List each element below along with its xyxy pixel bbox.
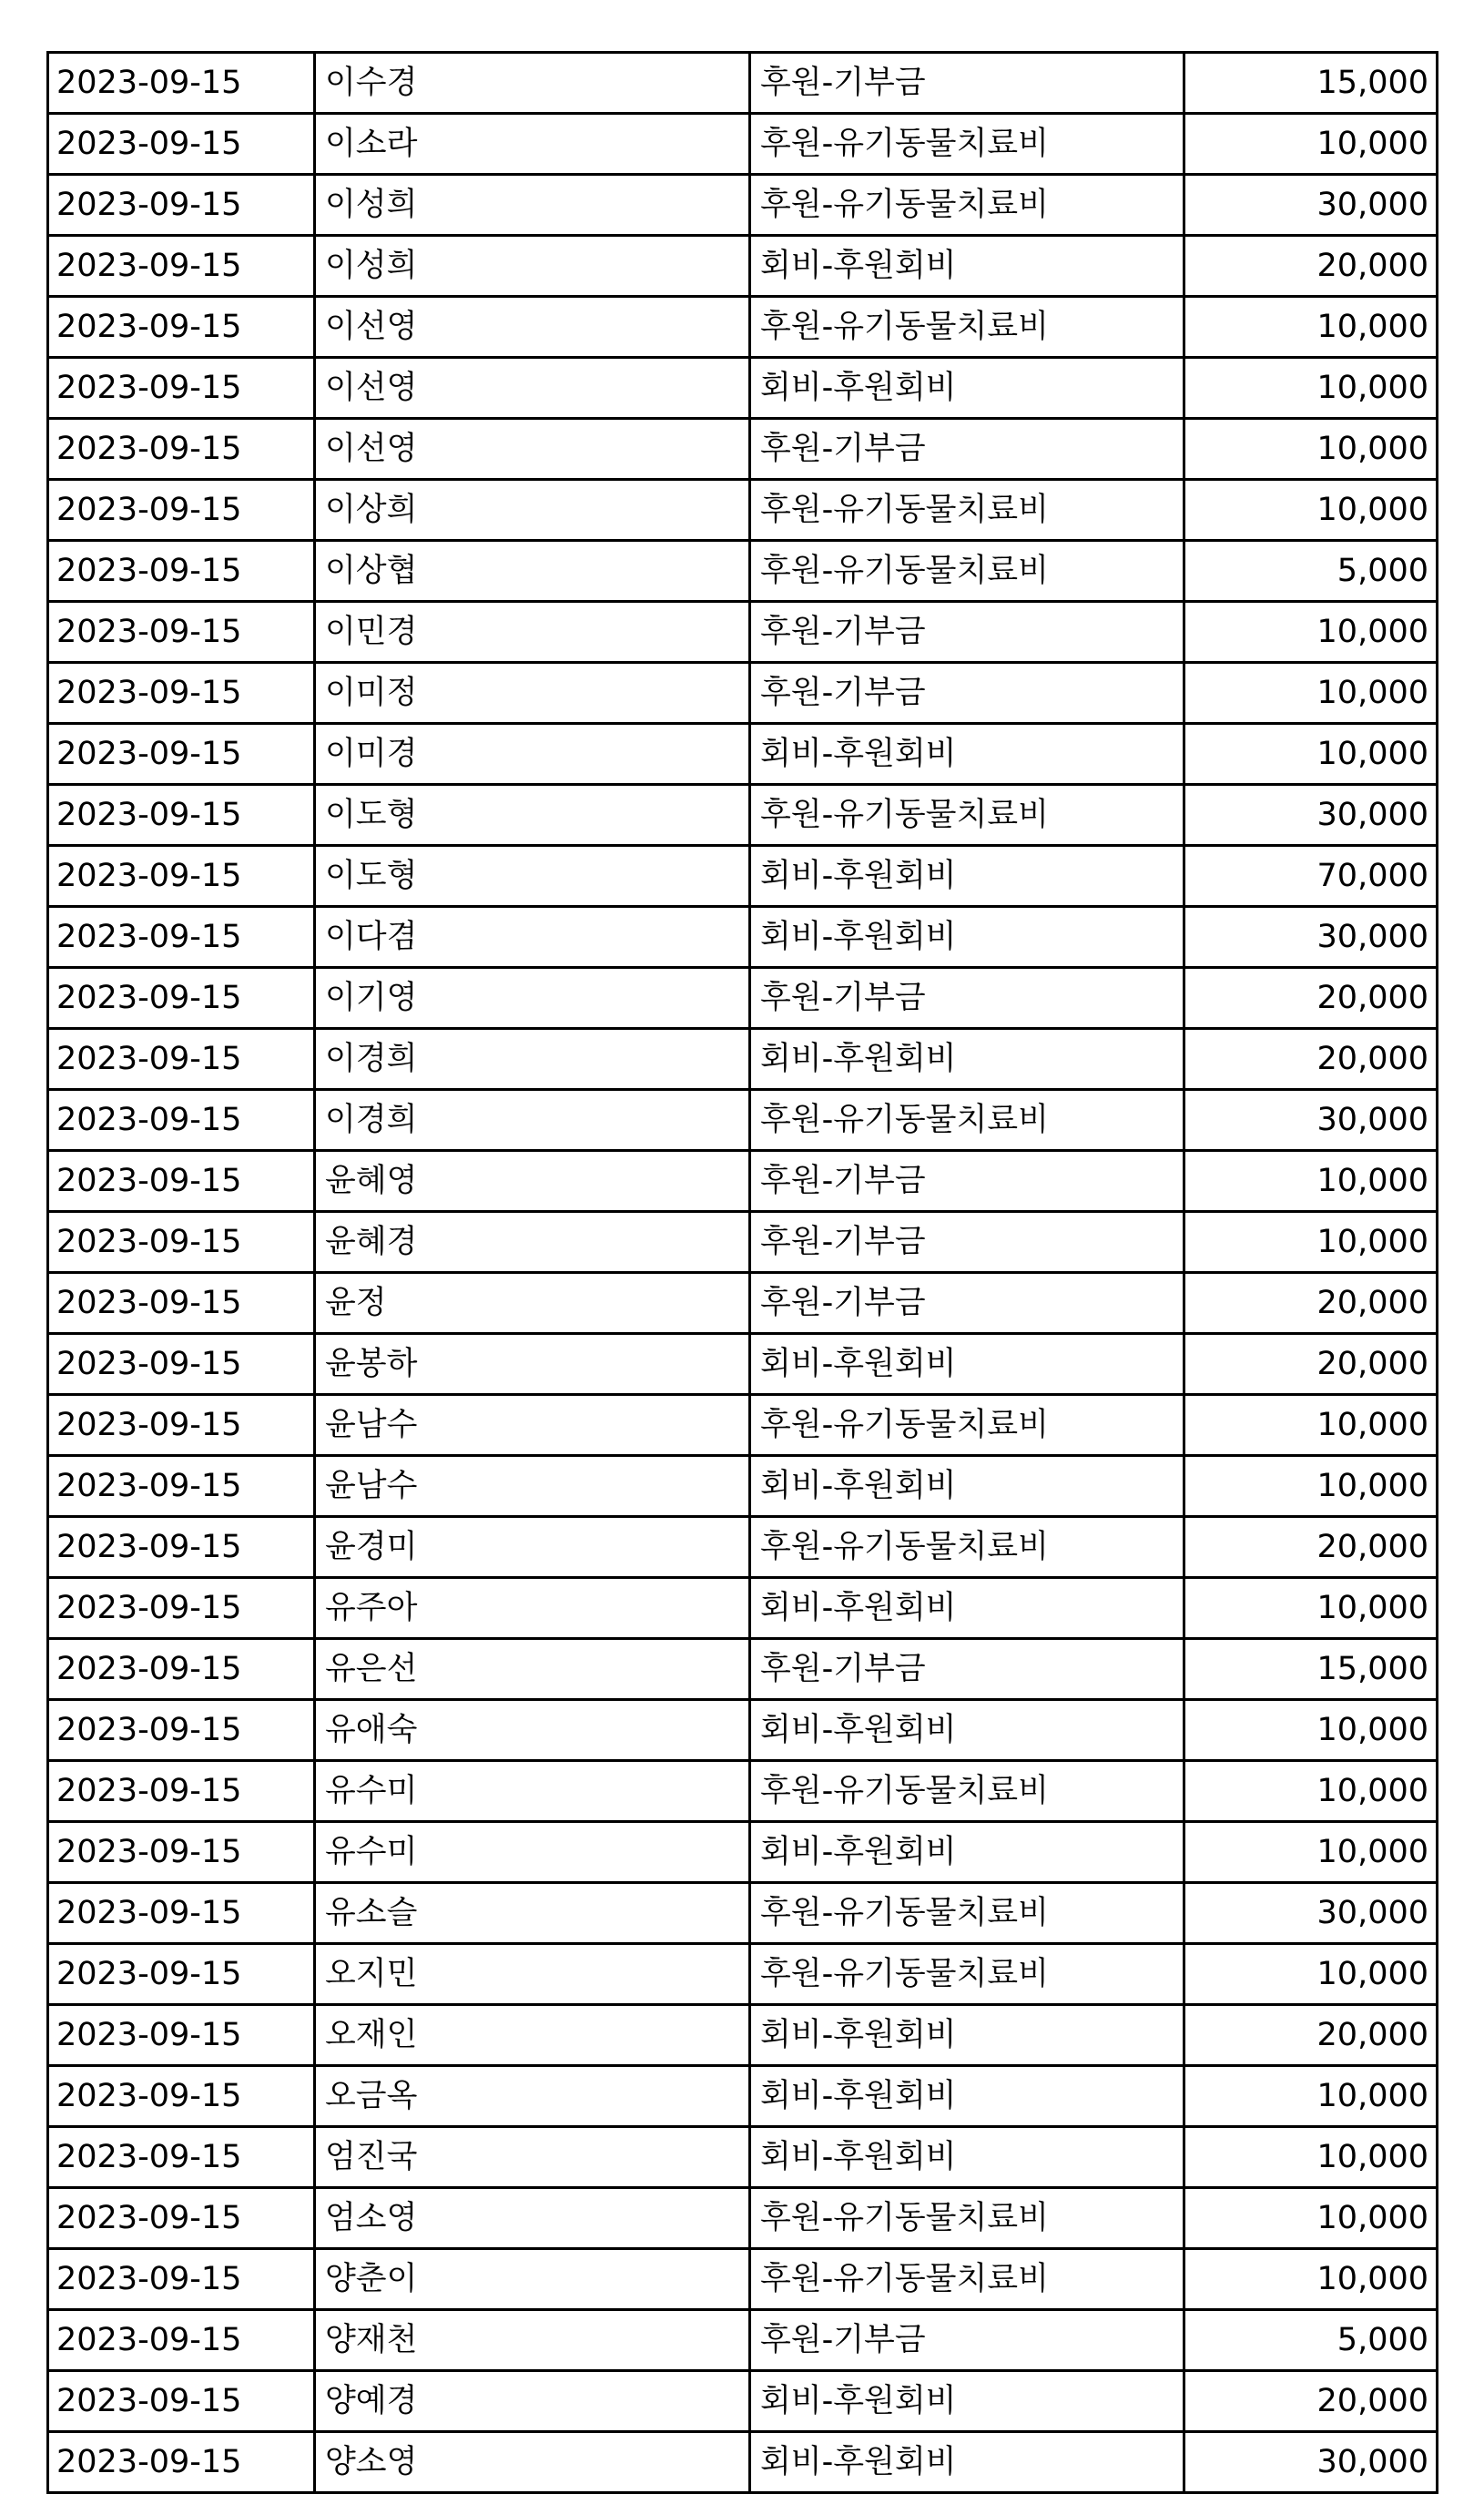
table-row bbox=[48, 1822, 1438, 1883]
amount-cell: 30,000 bbox=[1184, 2432, 1438, 2493]
date-cell: 2023-09-15 bbox=[48, 1578, 315, 1639]
date-cell: 2023-09-15 bbox=[48, 2371, 315, 2432]
category-cell: 후원-유기동물치료비 bbox=[750, 175, 1184, 236]
category-cell: 회비-후원회비 bbox=[750, 2371, 1184, 2432]
date-cell: 2023-09-15 bbox=[48, 1334, 315, 1395]
category-cell: 후원-기부금 bbox=[750, 53, 1184, 114]
category-cell: 회비-후원회비 bbox=[750, 2066, 1184, 2127]
table-row bbox=[48, 1944, 1438, 2005]
donor-name-cell: 윤봉하 bbox=[315, 1334, 750, 1395]
amount-cell: 20,000 bbox=[1184, 1029, 1438, 1090]
amount-cell: 10,000 bbox=[1184, 2127, 1438, 2188]
table-row bbox=[48, 1456, 1438, 1517]
amount-cell: 20,000 bbox=[1184, 2005, 1438, 2066]
category-cell: 후원-유기동물치료비 bbox=[750, 297, 1184, 358]
table-row bbox=[48, 1395, 1438, 1456]
amount-cell: 10,000 bbox=[1184, 2249, 1438, 2310]
date-cell: 2023-09-15 bbox=[48, 1944, 315, 2005]
table-row bbox=[48, 1151, 1438, 1212]
amount-cell: 10,000 bbox=[1184, 1456, 1438, 1517]
amount-cell: 20,000 bbox=[1184, 1334, 1438, 1395]
amount-cell: 20,000 bbox=[1184, 968, 1438, 1029]
date-cell: 2023-09-15 bbox=[48, 663, 315, 724]
donor-name-cell: 유은선 bbox=[315, 1639, 750, 1700]
date-cell: 2023-09-15 bbox=[48, 1700, 315, 1761]
date-cell: 2023-09-15 bbox=[48, 1822, 315, 1883]
date-cell: 2023-09-15 bbox=[48, 1090, 315, 1151]
amount-cell: 30,000 bbox=[1184, 1883, 1438, 1944]
date-cell: 2023-09-15 bbox=[48, 724, 315, 785]
donor-name-cell: 엄소영 bbox=[315, 2188, 750, 2249]
date-cell: 2023-09-15 bbox=[48, 2127, 315, 2188]
category-cell: 회비-후원회비 bbox=[750, 724, 1184, 785]
table-row bbox=[48, 2249, 1438, 2310]
donor-name-cell: 오지민 bbox=[315, 1944, 750, 2005]
table-row bbox=[48, 968, 1438, 1029]
table-row bbox=[48, 2188, 1438, 2249]
amount-cell: 15,000 bbox=[1184, 53, 1438, 114]
donor-name-cell: 이미경 bbox=[315, 724, 750, 785]
table-row bbox=[48, 1700, 1438, 1761]
donor-name-cell: 윤정 bbox=[315, 1273, 750, 1334]
donor-name-cell: 이소라 bbox=[315, 114, 750, 175]
amount-cell: 10,000 bbox=[1184, 358, 1438, 419]
amount-cell: 10,000 bbox=[1184, 1700, 1438, 1761]
table-row bbox=[48, 724, 1438, 785]
amount-cell: 10,000 bbox=[1184, 480, 1438, 541]
amount-cell: 70,000 bbox=[1184, 846, 1438, 907]
date-cell: 2023-09-15 bbox=[48, 846, 315, 907]
category-cell: 회비-후원회비 bbox=[750, 1334, 1184, 1395]
amount-cell: 30,000 bbox=[1184, 175, 1438, 236]
category-cell: 후원-유기동물치료비 bbox=[750, 1395, 1184, 1456]
amount-cell: 10,000 bbox=[1184, 114, 1438, 175]
date-cell: 2023-09-15 bbox=[48, 1395, 315, 1456]
category-cell: 후원-기부금 bbox=[750, 968, 1184, 1029]
date-cell: 2023-09-15 bbox=[48, 785, 315, 846]
date-cell: 2023-09-15 bbox=[48, 297, 315, 358]
date-cell: 2023-09-15 bbox=[48, 236, 315, 297]
table-row bbox=[48, 53, 1438, 114]
donor-name-cell: 오금옥 bbox=[315, 2066, 750, 2127]
date-cell: 2023-09-15 bbox=[48, 1151, 315, 1212]
category-cell: 후원-기부금 bbox=[750, 663, 1184, 724]
donor-name-cell: 이경희 bbox=[315, 1090, 750, 1151]
amount-cell: 5,000 bbox=[1184, 541, 1438, 602]
date-cell: 2023-09-15 bbox=[48, 2432, 315, 2493]
amount-cell: 10,000 bbox=[1184, 663, 1438, 724]
category-cell: 후원-기부금 bbox=[750, 1212, 1184, 1273]
date-cell: 2023-09-15 bbox=[48, 2188, 315, 2249]
date-cell: 2023-09-15 bbox=[48, 541, 315, 602]
category-cell: 후원-기부금 bbox=[750, 1273, 1184, 1334]
donor-name-cell: 양춘이 bbox=[315, 2249, 750, 2310]
category-cell: 후원-기부금 bbox=[750, 2310, 1184, 2371]
donor-name-cell: 윤혜영 bbox=[315, 1151, 750, 1212]
amount-cell: 20,000 bbox=[1184, 2371, 1438, 2432]
date-cell: 2023-09-15 bbox=[48, 1029, 315, 1090]
donor-name-cell: 이기영 bbox=[315, 968, 750, 1029]
table-row bbox=[48, 541, 1438, 602]
table-row bbox=[48, 175, 1438, 236]
table-row bbox=[48, 2066, 1438, 2127]
category-cell: 후원-유기동물치료비 bbox=[750, 1883, 1184, 1944]
donor-name-cell: 이성희 bbox=[315, 236, 750, 297]
category-cell: 후원-기부금 bbox=[750, 1151, 1184, 1212]
date-cell: 2023-09-15 bbox=[48, 602, 315, 663]
table-row bbox=[48, 297, 1438, 358]
category-cell: 회비-후원회비 bbox=[750, 907, 1184, 968]
table-row bbox=[48, 1212, 1438, 1273]
category-cell: 후원-유기동물치료비 bbox=[750, 1944, 1184, 2005]
category-cell: 회비-후원회비 bbox=[750, 358, 1184, 419]
ledger-body bbox=[48, 53, 1438, 2493]
donor-name-cell: 이경희 bbox=[315, 1029, 750, 1090]
donor-name-cell: 이다겸 bbox=[315, 907, 750, 968]
category-cell: 회비-후원회비 bbox=[750, 1822, 1184, 1883]
table-row bbox=[48, 785, 1438, 846]
date-cell: 2023-09-15 bbox=[48, 1639, 315, 1700]
donor-name-cell: 유수미 bbox=[315, 1822, 750, 1883]
donor-name-cell: 유애숙 bbox=[315, 1700, 750, 1761]
table-row bbox=[48, 114, 1438, 175]
amount-cell: 10,000 bbox=[1184, 602, 1438, 663]
amount-cell: 30,000 bbox=[1184, 1090, 1438, 1151]
table-row bbox=[48, 2432, 1438, 2493]
date-cell: 2023-09-15 bbox=[48, 2005, 315, 2066]
donor-name-cell: 유주아 bbox=[315, 1578, 750, 1639]
date-cell: 2023-09-15 bbox=[48, 175, 315, 236]
table-row bbox=[48, 1517, 1438, 1578]
donor-name-cell: 윤남수 bbox=[315, 1395, 750, 1456]
donor-name-cell: 이도형 bbox=[315, 785, 750, 846]
donor-name-cell: 이선영 bbox=[315, 358, 750, 419]
donor-name-cell: 양재천 bbox=[315, 2310, 750, 2371]
donor-name-cell: 이선영 bbox=[315, 419, 750, 480]
amount-cell: 10,000 bbox=[1184, 297, 1438, 358]
date-cell: 2023-09-15 bbox=[48, 2310, 315, 2371]
donor-name-cell: 이민경 bbox=[315, 602, 750, 663]
donor-name-cell: 엄진국 bbox=[315, 2127, 750, 2188]
table-row bbox=[48, 1090, 1438, 1151]
table-row bbox=[48, 2371, 1438, 2432]
date-cell: 2023-09-15 bbox=[48, 2066, 315, 2127]
amount-cell: 10,000 bbox=[1184, 1151, 1438, 1212]
category-cell: 회비-후원회비 bbox=[750, 1029, 1184, 1090]
table-row bbox=[48, 1883, 1438, 1944]
table-row bbox=[48, 602, 1438, 663]
table-row bbox=[48, 907, 1438, 968]
amount-cell: 20,000 bbox=[1184, 1517, 1438, 1578]
donor-name-cell: 이수경 bbox=[315, 53, 750, 114]
category-cell: 회비-후원회비 bbox=[750, 1578, 1184, 1639]
category-cell: 회비-후원회비 bbox=[750, 1700, 1184, 1761]
date-cell: 2023-09-15 bbox=[48, 1212, 315, 1273]
date-cell: 2023-09-15 bbox=[48, 2249, 315, 2310]
donor-name-cell: 양소영 bbox=[315, 2432, 750, 2493]
category-cell: 후원-기부금 bbox=[750, 602, 1184, 663]
amount-cell: 20,000 bbox=[1184, 236, 1438, 297]
category-cell: 후원-기부금 bbox=[750, 1639, 1184, 1700]
amount-cell: 10,000 bbox=[1184, 2066, 1438, 2127]
amount-cell: 20,000 bbox=[1184, 1273, 1438, 1334]
table-row bbox=[48, 358, 1438, 419]
donor-name-cell: 이선영 bbox=[315, 297, 750, 358]
donor-name-cell: 윤경미 bbox=[315, 1517, 750, 1578]
category-cell: 후원-유기동물치료비 bbox=[750, 2188, 1184, 2249]
amount-cell: 10,000 bbox=[1184, 2188, 1438, 2249]
amount-cell: 10,000 bbox=[1184, 1761, 1438, 1822]
category-cell: 후원-유기동물치료비 bbox=[750, 1761, 1184, 1822]
date-cell: 2023-09-15 bbox=[48, 1517, 315, 1578]
table-row bbox=[48, 1578, 1438, 1639]
table-row bbox=[48, 846, 1438, 907]
date-cell: 2023-09-15 bbox=[48, 419, 315, 480]
amount-cell: 10,000 bbox=[1184, 1944, 1438, 2005]
amount-cell: 15,000 bbox=[1184, 1639, 1438, 1700]
amount-cell: 10,000 bbox=[1184, 1822, 1438, 1883]
table-row bbox=[48, 1029, 1438, 1090]
category-cell: 회비-후원회비 bbox=[750, 846, 1184, 907]
category-cell: 회비-후원회비 bbox=[750, 2127, 1184, 2188]
date-cell: 2023-09-15 bbox=[48, 53, 315, 114]
donor-name-cell: 이상협 bbox=[315, 541, 750, 602]
table-row bbox=[48, 663, 1438, 724]
donor-name-cell: 이도형 bbox=[315, 846, 750, 907]
category-cell: 후원-유기동물치료비 bbox=[750, 1090, 1184, 1151]
table-row bbox=[48, 480, 1438, 541]
table-row bbox=[48, 1273, 1438, 1334]
date-cell: 2023-09-15 bbox=[48, 480, 315, 541]
category-cell: 후원-기부금 bbox=[750, 419, 1184, 480]
category-cell: 회비-후원회비 bbox=[750, 236, 1184, 297]
category-cell: 후원-유기동물치료비 bbox=[750, 541, 1184, 602]
table-row bbox=[48, 2005, 1438, 2066]
table-row bbox=[48, 1761, 1438, 1822]
category-cell: 회비-후원회비 bbox=[750, 2432, 1184, 2493]
amount-cell: 10,000 bbox=[1184, 419, 1438, 480]
amount-cell: 5,000 bbox=[1184, 2310, 1438, 2371]
donor-name-cell: 윤혜경 bbox=[315, 1212, 750, 1273]
donor-name-cell: 양예경 bbox=[315, 2371, 750, 2432]
donor-name-cell: 유소슬 bbox=[315, 1883, 750, 1944]
category-cell: 후원-유기동물치료비 bbox=[750, 1517, 1184, 1578]
date-cell: 2023-09-15 bbox=[48, 358, 315, 419]
amount-cell: 10,000 bbox=[1184, 1212, 1438, 1273]
donor-name-cell: 유수미 bbox=[315, 1761, 750, 1822]
date-cell: 2023-09-15 bbox=[48, 114, 315, 175]
table-row bbox=[48, 419, 1438, 480]
donor-name-cell: 윤남수 bbox=[315, 1456, 750, 1517]
category-cell: 회비-후원회비 bbox=[750, 2005, 1184, 2066]
category-cell: 후원-유기동물치료비 bbox=[750, 480, 1184, 541]
table-row bbox=[48, 1334, 1438, 1395]
donor-name-cell: 이상희 bbox=[315, 480, 750, 541]
donation-ledger-table bbox=[46, 51, 1438, 2494]
table-row bbox=[48, 2310, 1438, 2371]
category-cell: 후원-유기동물치료비 bbox=[750, 2249, 1184, 2310]
date-cell: 2023-09-15 bbox=[48, 1456, 315, 1517]
date-cell: 2023-09-15 bbox=[48, 1273, 315, 1334]
date-cell: 2023-09-15 bbox=[48, 968, 315, 1029]
amount-cell: 10,000 bbox=[1184, 724, 1438, 785]
amount-cell: 30,000 bbox=[1184, 907, 1438, 968]
table-row bbox=[48, 1639, 1438, 1700]
donor-name-cell: 이미정 bbox=[315, 663, 750, 724]
amount-cell: 10,000 bbox=[1184, 1578, 1438, 1639]
donor-name-cell: 이성희 bbox=[315, 175, 750, 236]
category-cell: 회비-후원회비 bbox=[750, 1456, 1184, 1517]
category-cell: 후원-유기동물치료비 bbox=[750, 785, 1184, 846]
table-row bbox=[48, 2127, 1438, 2188]
date-cell: 2023-09-15 bbox=[48, 1883, 315, 1944]
amount-cell: 30,000 bbox=[1184, 785, 1438, 846]
date-cell: 2023-09-15 bbox=[48, 1761, 315, 1822]
date-cell: 2023-09-15 bbox=[48, 907, 315, 968]
donor-name-cell: 오재인 bbox=[315, 2005, 750, 2066]
category-cell: 후원-유기동물치료비 bbox=[750, 114, 1184, 175]
amount-cell: 10,000 bbox=[1184, 1395, 1438, 1456]
table-row bbox=[48, 236, 1438, 297]
